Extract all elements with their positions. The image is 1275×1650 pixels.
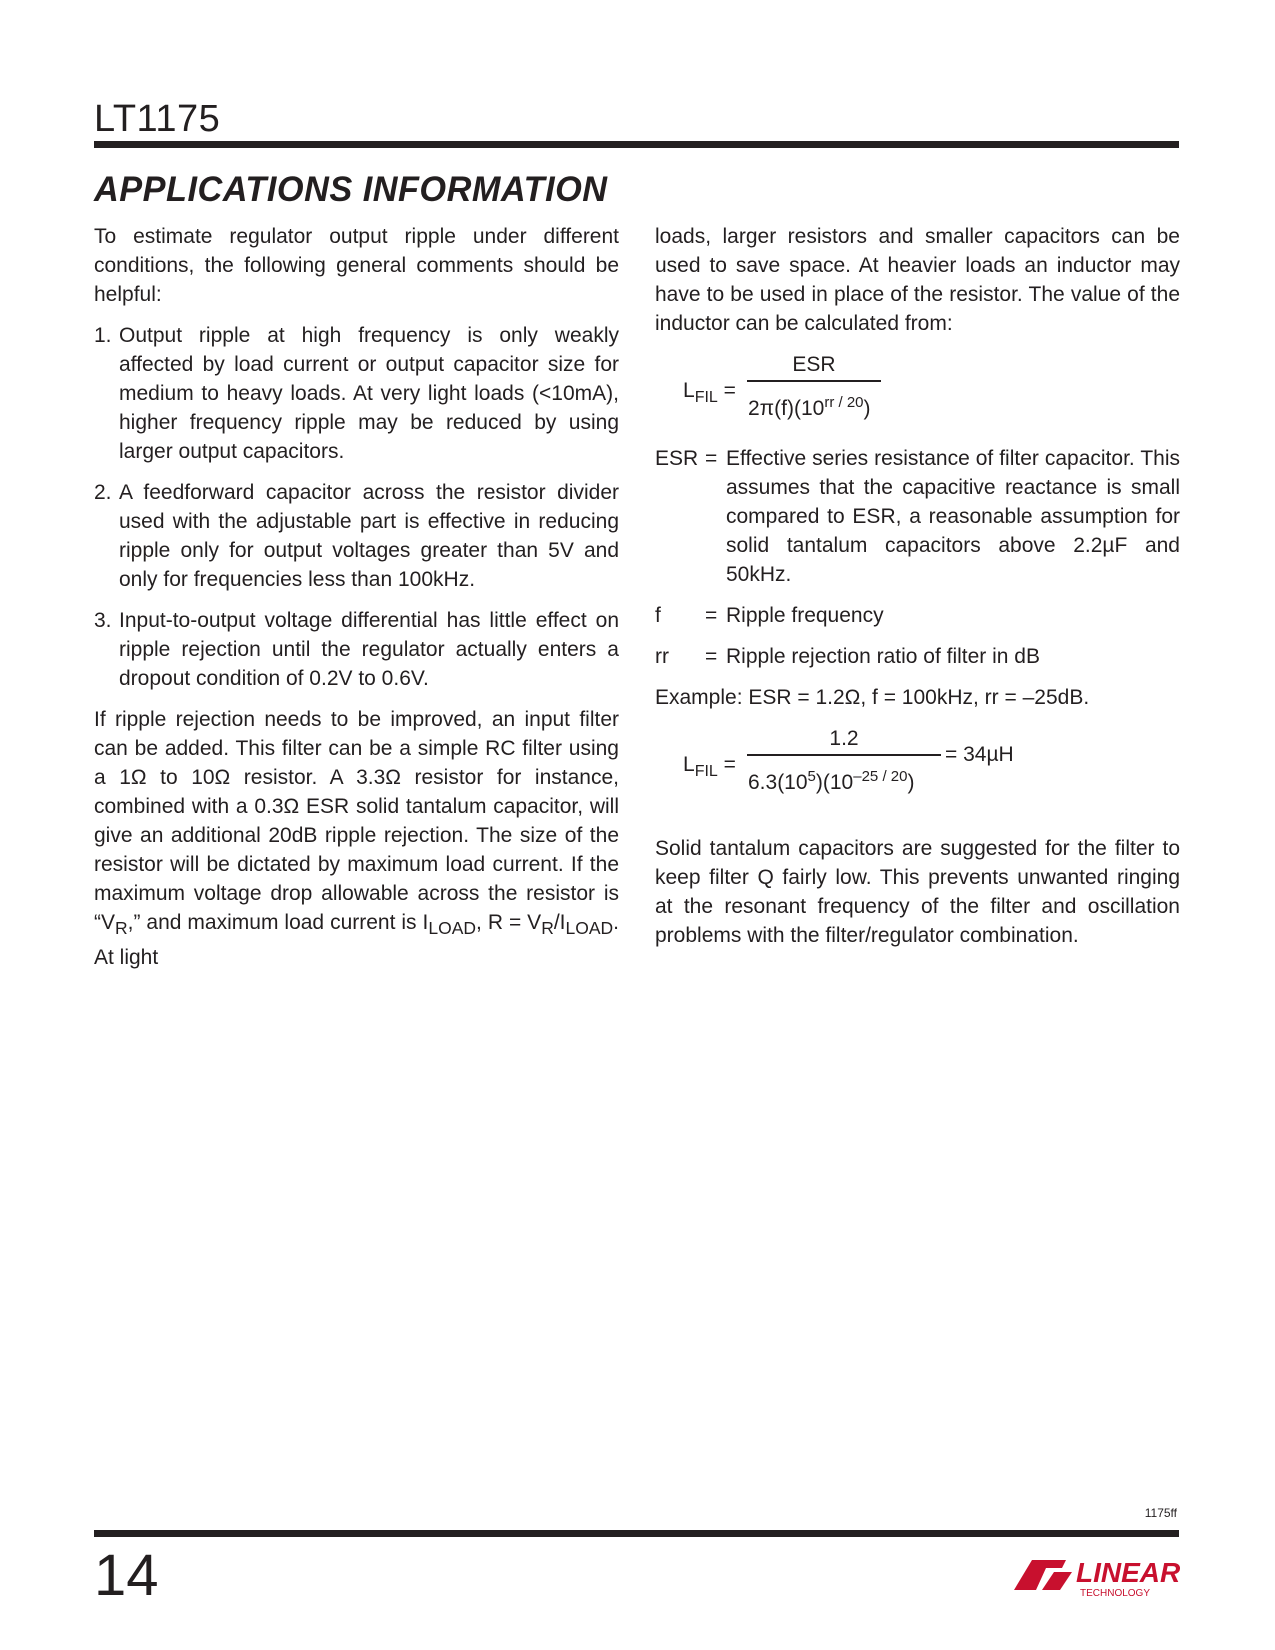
definition-rr: rr = Ripple rejection ratio of filter in dB	[655, 645, 1040, 668]
list-number: 1.	[94, 324, 112, 347]
list-item	[94, 606, 619, 693]
example-equation	[655, 724, 1180, 820]
list-text: A feedforward capacitor across the resistor divider used with the adjustable part is effective in reducing ripple only for output voltages greater than 5V and only for frequencies less than 100kHz.	[119, 481, 619, 591]
definition-f: f = Ripple frequency	[655, 604, 884, 627]
svg-text:LINEAR: LINEAR	[1076, 1557, 1181, 1588]
inductor-equation	[655, 350, 1180, 430]
page-number: 14	[94, 1543, 159, 1608]
list-number: 3.	[94, 609, 112, 632]
equation-lhs: $L_{FIL}$ =	[683, 753, 736, 780]
list-item	[94, 321, 619, 466]
example-line: Example: ESR = 1.2Ω, f = 100kHz, rr = –25dB.	[655, 686, 1090, 709]
left-column	[94, 222, 619, 984]
footer-rule	[94, 1530, 1179, 1537]
equation-numerator: 1.2	[829, 727, 859, 750]
list-item	[94, 478, 619, 594]
list-text: Output ripple at high frequency is only weakly affected by load current or output capacitor size for medium to heavy loads. At very light loads (<10mA), higher frequency ripple may be reduced by using larger output capacitors.	[119, 324, 619, 463]
fraction-bar	[747, 380, 881, 382]
tantalum-paragraph: Solid tantalum capacitors are suggested for the filter to keep filter Q fairly low. This prevents unwanted ringing at the resonant frequency of the filter and oscillation problems with the filter/regulator combination.	[655, 837, 1180, 947]
fraction-bar	[747, 754, 941, 756]
list-text: Input-to-output voltage differential has little effect on ripple rejection until the regulator actually enters a dropout condition of 0.2V to 0.6V.	[119, 609, 619, 690]
inductor-paragraph: loads, larger resistors and smaller capacitors can be used to save space. At heavier loads an inductor may have to be used in place of the resistor. The value of the inductor can be calculated from:	[655, 225, 1180, 335]
part-number: LT1175	[94, 98, 221, 140]
linear-technology-logo	[1006, 1552, 1186, 1600]
filter-paragraph: If ripple rejection needs to be improved, an input filter can be added. This filter can be a simple RC filter using a 1Ω to 10Ω resistor. A 3.3Ω resistor for instance, combined with a 0.3Ω ESR solid tantalum capacitor, will give an additional 20dB ripple rejection. The size of the resistor will be dictated by maximum load current. If the maximum voltage drop allowable across the resistor is “$V_R$,” and maximum load current is $I_{LOAD}$, $R = V_R/I_{LOAD}$. At light	[94, 708, 619, 970]
list-number: 2.	[94, 481, 112, 504]
equation-denominator: $6.3(10^5)(10^{-25 / 20})$	[748, 768, 915, 794]
equation-numerator: ESR	[792, 353, 836, 376]
equation-denominator: $2\pi(f)(10^{rr / 20})$	[748, 394, 871, 420]
intro-paragraph: To estimate regulator output ripple under different conditions, the following general comments should be helpful:	[94, 225, 619, 306]
header-rule	[94, 141, 1179, 148]
document-number: 1175ff	[1144, 1506, 1177, 1520]
equation-lhs: $L_{FIL}$ =	[683, 379, 736, 406]
right-column	[655, 222, 1180, 962]
definition-esr: ESR = Effective series resistance of filter capacitor. This assumes that the capacitive reactance is small compared to ESR, a reasonable assumption for solid tantalum capacitors above 2.2µF and 50kHz.	[655, 447, 1180, 586]
equation-result: = 34µH	[945, 743, 1014, 766]
section-title: APPLICATIONS INFORMATION	[94, 170, 608, 209]
svg-text:TECHNOLOGY: TECHNOLOGY	[1080, 1588, 1151, 1599]
